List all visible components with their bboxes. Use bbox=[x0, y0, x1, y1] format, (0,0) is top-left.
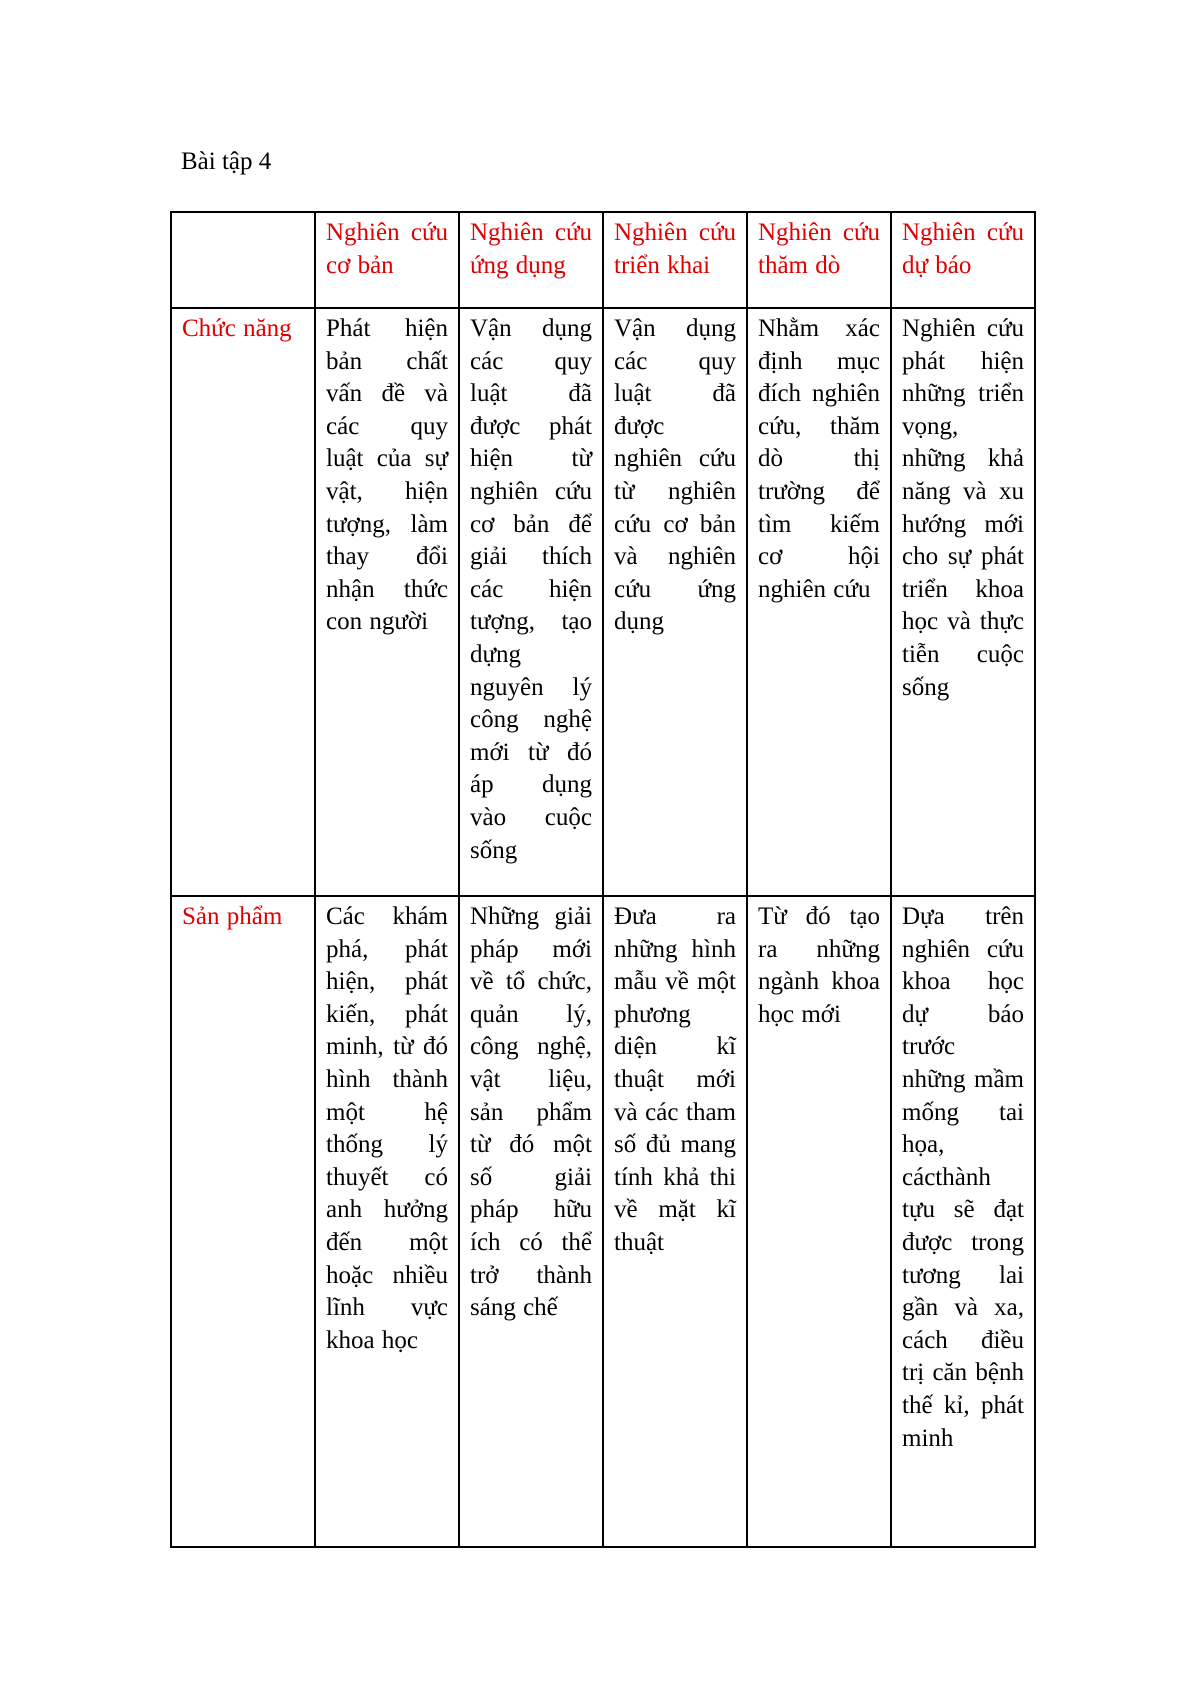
row-header-function: Chức năng bbox=[171, 308, 315, 896]
table-cell: Vận dụng các quy luật đã được phát hiện từ nghiên cứu cơ bản để giải thích các hiện tượng, tạo dựng nguyên lý công nghệ mới từ đó áp dụng vào cuộc sống bbox=[459, 308, 603, 896]
column-header-exploratory-research bbox=[747, 212, 891, 308]
table-row-product bbox=[171, 896, 1035, 1547]
column-header-label: Nghiên cứu cơ bản bbox=[326, 219, 448, 279]
table-row-function bbox=[171, 308, 1035, 896]
column-header-basic-research bbox=[315, 212, 459, 308]
table-header-row bbox=[171, 212, 1035, 308]
column-header-label: Nghiên cứu triển khai bbox=[614, 219, 736, 279]
column-header-label: Nghiên cứu ứng dụng bbox=[470, 219, 592, 279]
column-header-label: Nghiên cứu thăm dò bbox=[758, 219, 880, 279]
table-corner-cell bbox=[171, 212, 315, 308]
table-cell: Phát hiện bản chất vấn đề và các quy luật của sự vật, hiện tượng, làm thay đổi nhận thức con người bbox=[315, 308, 459, 896]
table-cell: Nhằm xác định mục đích nghiên cứu, thăm dò thị trường để tìm kiếm cơ hội nghiên cứu bbox=[747, 308, 891, 896]
table-cell: Đưa ra những hình mẫu về một phương diện kĩ thuật mới và các tham số đủ mang tính khả thi về mặt kĩ thuật bbox=[603, 896, 747, 1547]
table-cell: Nghiên cứu phát hiện những triển vọng, những khả năng và xu hướng mới cho sự phát triển khoa học và thực tiễn cuộc sống bbox=[891, 308, 1035, 896]
column-header-forecast-research bbox=[891, 212, 1035, 308]
column-header-deployment-research bbox=[603, 212, 747, 308]
table-cell: Những giải pháp mới về tổ chức, quản lý, công nghệ, vật liệu, sản phẩm từ đó một số giải pháp hữu ích có thể trở thành sáng chế bbox=[459, 896, 603, 1547]
table-cell: Các khám phá, phát hiện, phát kiến, phát minh, từ đó hình thành một hệ thống lý thuyết có anh hưởng đến một hoặc nhiều lĩnh vực khoa học bbox=[315, 896, 459, 1547]
table-cell: Vận dụng các quy luật đã được nghiên cứu từ nghiên cứu cơ bản và nghiên cứu ứng dụng bbox=[603, 308, 747, 896]
table-cell: Từ đó tạo ra những ngành khoa học mới bbox=[747, 896, 891, 1547]
table-cell: Dựa trên nghiên cứu khoa học dự báo trước những mầm mống tai họa, cácthành tựu sẽ đạt được trong tương lai gần và xa, cách điều trị căn bệnh thế kỉ, phát minh bbox=[891, 896, 1035, 1547]
column-header-applied-research bbox=[459, 212, 603, 308]
comparison-table bbox=[170, 211, 1036, 1548]
row-header-product: Sản phẩm bbox=[171, 896, 315, 1547]
column-header-label: Nghiên cứu dự báo bbox=[902, 219, 1024, 279]
document-title: Bài tập 4 bbox=[181, 148, 272, 175]
